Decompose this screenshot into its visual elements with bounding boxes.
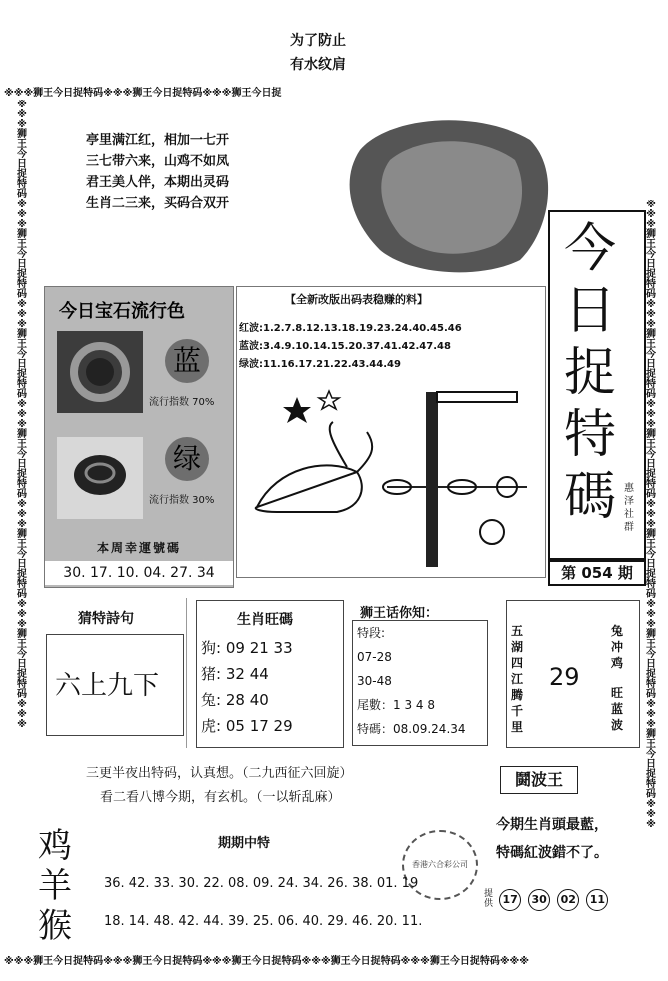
poem-line: 生肖二三来，买码合双开: [86, 196, 230, 211]
title-char: 捉: [563, 343, 616, 403]
hint-number: 30: [528, 889, 550, 911]
lion-line: 特段:: [357, 626, 386, 640]
hint-label: 提供: [484, 888, 494, 909]
waves-green: 绿波:11.16.17.21.22.43.44.49: [239, 359, 401, 370]
wave-king-line2: 特碼紅波錯不了。: [496, 845, 608, 861]
zodiac-row: [201, 661, 293, 687]
hint-number: 17: [499, 889, 521, 911]
lion-title: 狮王话你知：: [360, 606, 439, 621]
gem-color1: 蓝: [165, 339, 209, 383]
poem: [86, 130, 229, 214]
bottom-banner: ※※※狮王今日捉特码※※※狮王今日捉特码※※※狮王今日捉特码※※※狮王今日捉特码※※※狮王今日捉特码※※※: [4, 956, 529, 967]
hint-number: 02: [557, 889, 579, 911]
wave-king-box: [478, 752, 638, 832]
animal-char: 羊: [38, 866, 72, 906]
riddle-line: 三更半夜出特码，认真想。（二九西征六回旋）: [86, 766, 353, 781]
waves-header: 【全新改版出码表稳赚的料】: [285, 293, 428, 306]
zodiac-box: [196, 600, 344, 748]
lion-box: [352, 596, 484, 746]
title-char: 碼: [563, 467, 616, 527]
gem-index2: 流行指数 30%: [149, 495, 215, 506]
company-seal: 香港六合彩公司: [402, 830, 478, 900]
title-box: [548, 210, 646, 560]
zodiac-key: 虎:: [201, 717, 222, 735]
top-notice-line1: 为了防止: [290, 33, 346, 49]
poem-line: 三七带六来，山鸡不如凤: [86, 154, 230, 169]
gem-title: 今日宝石流行色: [59, 301, 185, 322]
title-char: 今: [563, 219, 616, 279]
waves-red: 红波:1.2.7.8.12.13.18.19.23.24.40.45.46: [239, 323, 462, 334]
lion-line: 30-48: [357, 674, 392, 688]
right-info-box: [506, 600, 640, 748]
wave-king-title: 鬪波王: [500, 766, 578, 794]
title-char: 日: [563, 281, 616, 341]
zodiac-value: 28 40: [225, 691, 269, 709]
periodic-row1: 36. 42. 33. 30. 22. 08. 09. 24. 34. 26. 38. 01. 19: [104, 876, 419, 891]
waves-box: [236, 286, 546, 578]
zodiac-key: 狗:: [201, 639, 222, 657]
guess-text: 六上九下: [55, 671, 160, 701]
lion-mane-image: [330, 110, 560, 280]
zodiac-key: 猪:: [201, 665, 222, 683]
title-small: 惠泽社群: [624, 483, 634, 533]
title-char: 特: [563, 405, 616, 465]
wave-king-line1: 今期生肖頭最藍，: [496, 817, 608, 833]
poem-line: 君王美人伴，本期出灵码: [86, 175, 230, 190]
zodiac-row: [201, 687, 293, 713]
zodiac-value: 32 44: [225, 665, 269, 683]
periodic-title: 期期中特: [218, 836, 271, 851]
waves-blue: 蓝波:3.4.9.10.14.15.20.37.41.42.47.48: [239, 341, 451, 352]
periodic-row2: 18. 14. 48. 42. 44. 39. 25. 06. 40. 29. 46. 20. 11.: [104, 914, 423, 929]
title-vertical: [560, 218, 620, 528]
right-number: 29: [549, 663, 580, 691]
zodiac-list: [201, 635, 293, 739]
right-col-left: 五湖四江腾千里: [511, 624, 524, 734]
animal-char: 鸡: [38, 826, 72, 866]
zodiac-value: 05 17 29: [225, 717, 293, 735]
lion-list: [352, 620, 488, 746]
gem-box: [44, 286, 234, 588]
guess-title: 猜特詩句: [78, 611, 134, 627]
gem-color2: 绿: [165, 437, 209, 481]
wave-king-hint: [484, 888, 610, 911]
top-notice-line2: 有水纹肩: [290, 57, 346, 73]
zodiac-title: 生肖旺碼: [237, 612, 293, 628]
left-side-banner: ※※※狮王今日捉特码※※※狮王今日捉特码※※※狮王今日捉特码※※※狮王今日捉特码※※※狮王今日捉特码※※※狮王今日捉特码※※※: [17, 100, 27, 730]
animals: [38, 826, 72, 946]
right-side-banner: ※※※狮王今日捉特码※※※狮王今日捉特码※※※狮王今日捉特码※※※狮王今日捉特码※※※狮王今日捉特码※※※狮王今日捉特码※※※: [646, 200, 656, 830]
right-col-right1: 兔冲鸡: [611, 624, 624, 670]
lion-line: 特碼：08.09.24.34: [357, 722, 466, 736]
gem-ring-image: [57, 331, 143, 413]
lucky-label: 本周幸運號碼: [96, 541, 181, 555]
riddle: [86, 762, 353, 810]
lion-line: 尾數：1 3 4 8: [357, 698, 435, 712]
issue-number: 第 054 期: [548, 560, 646, 586]
riddle-line: 看二看八博今期，有玄机。（一以斩乱麻）: [100, 790, 341, 805]
gem-ring2-image: [57, 437, 143, 519]
lucky-numbers: 30. 17. 10. 04. 27. 34: [45, 561, 233, 585]
rabbit-drawing: [237, 377, 543, 573]
hint-number: 11: [586, 889, 608, 911]
right-col-right2: 旺蓝波: [611, 686, 624, 732]
guess-box: [46, 598, 187, 748]
animal-char: 猴: [38, 906, 72, 946]
zodiac-key: 兔:: [201, 691, 222, 709]
lion-line: 07-28: [357, 650, 392, 664]
gem-index1: 流行指数 70%: [149, 397, 215, 408]
zodiac-row: [201, 713, 293, 739]
guess-frame: [46, 634, 184, 736]
zodiac-value: 09 21 33: [225, 639, 293, 657]
zodiac-row: [201, 635, 293, 661]
top-banner: ※※※狮王今日捉特码※※※狮王今日捉特码※※※狮王今日捉: [4, 88, 282, 99]
poem-line: 亭里满江红，相加一七开: [86, 133, 230, 148]
